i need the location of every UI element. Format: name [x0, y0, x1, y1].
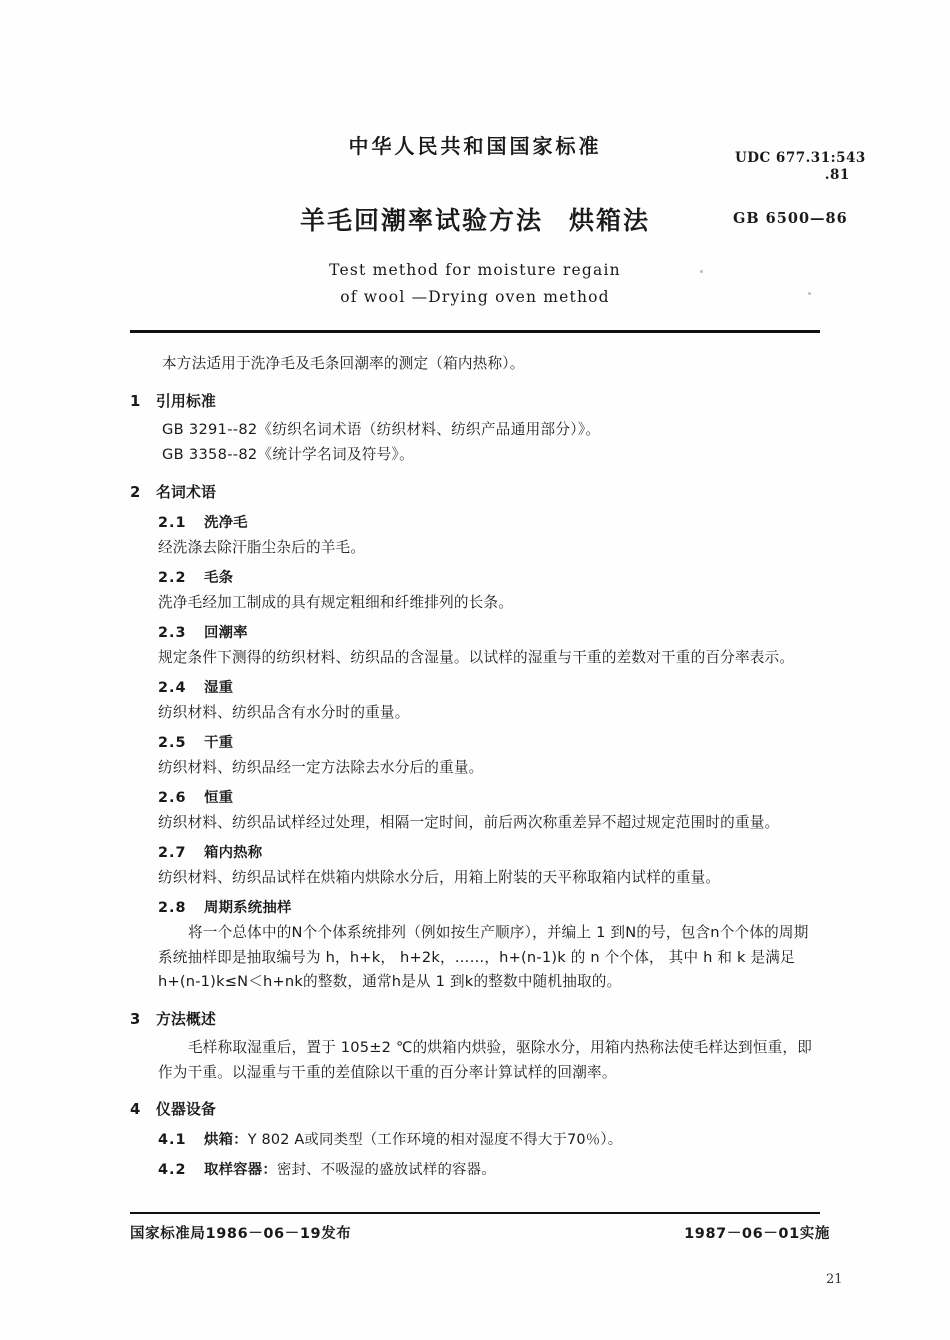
standard-number: GB 6500—86: [733, 210, 848, 227]
subsection-heading-2-7: [130, 842, 830, 865]
scan-speck: [700, 270, 703, 273]
subsection-text-2-3: 规定条件下测得的纺织材料、纺织品的含湿量。以试样的湿重与干重的差数对干重的百分率表示。: [158, 649, 795, 667]
subsection-heading-2-1: [130, 512, 830, 535]
section-heading-4: [130, 1098, 830, 1122]
subsection-number-2-7: 2.7: [158, 844, 187, 861]
subsection-title-2-7: 箱内热称: [204, 844, 263, 861]
subsection-heading-4-1: [130, 1129, 830, 1152]
subsection-number-4-1: 4.1: [158, 1132, 187, 1149]
document-footer: [130, 1222, 830, 1243]
subsection-number-2-1: 2.1: [158, 514, 187, 531]
subsection-number-4-2: 4.2: [158, 1162, 187, 1179]
subsection-heading-2-6: [130, 787, 830, 810]
document-body: [130, 352, 830, 1184]
subsection-heading-2-2: [130, 567, 830, 590]
subsection-number-2-6: 2.6: [158, 789, 187, 806]
header-divider: [130, 330, 820, 333]
subsection-heading-2-8: [130, 897, 830, 920]
page-number: 21: [826, 1272, 843, 1287]
section-number-4: 4: [130, 1101, 141, 1119]
udc-code-line2: .81: [824, 167, 850, 183]
subsection-heading-2-3: [130, 622, 830, 645]
section-number-1: 1: [130, 392, 141, 410]
subsection-text-2-6: 纺织材料、纺织品试样经过处理，相隔一定时间，前后两次称重差异不超过规定范围时的重量。: [158, 814, 780, 832]
subsection-number-2-3: 2.3: [158, 624, 187, 641]
page-title-main: 羊毛回潮率试验方法: [299, 206, 543, 235]
footer-issue-date: 国家标准局1986－06－19发布: [130, 1226, 352, 1242]
english-title: [0, 257, 950, 311]
subsection-title-2-8: 周期系统抽样: [204, 899, 292, 916]
reference-standard-1: GB 3291--82《纺织名词术语（纺织材料、纺织产品通用部分）》。: [162, 420, 601, 438]
section-title-1: 引用标准: [156, 392, 216, 410]
section-number-2: 2: [130, 483, 141, 501]
section-number-3: 3: [130, 1010, 141, 1028]
subsection-title-2-3: 回潮率: [204, 624, 248, 641]
subsection-text-4-2: 密封、不吸湿的盛放试样的容器。: [276, 1162, 496, 1179]
sampling-text-line1: 将一个总体中的N个个体系统排列（例如按生产顺序），并编上 1 到N的号，包含n个个体的周期: [188, 923, 809, 941]
subsection-heading-4-2: [130, 1159, 830, 1182]
subsection-text-2-7: 纺织材料、纺织品试样在烘箱内烘除水分后，用箱上附装的天平称取箱内试样的重量。: [158, 869, 721, 886]
section-heading-1: [130, 390, 830, 414]
udc-code-line1: UDC 677.31:543: [735, 150, 866, 166]
subsection-title-4-2: 取样容器：: [204, 1162, 277, 1179]
overview-line1: 毛样称取湿重后，置于 105±2 ℃的烘箱内烘验，驱除水分，用箱内热称法使毛样达到恒重，即: [188, 1038, 813, 1056]
udc-code: [735, 150, 866, 183]
subsection-text-2-4: 纺织材料、纺织品含有水分时的重量。: [158, 704, 410, 722]
sampling-text-line3: h+(n-1)k≤N＜h+nk的整数，通常h是从 1 到k的整数中随机抽取的。: [158, 973, 622, 991]
subsection-title-2-1: 洗净毛: [204, 514, 248, 531]
subsection-text-2-1: 经洗涤去除汗脂尘杂后的羊毛。: [158, 539, 366, 557]
section-title-4: 仪器设备: [156, 1101, 216, 1119]
national-standard-label: 中华人民共和国国家标准: [348, 134, 602, 158]
subsection-heading-2-5: [130, 732, 830, 755]
subsection-heading-2-4: [130, 677, 830, 700]
scope-paragraph: 本方法适用于洗净毛及毛条回潮率的测定（箱内热称）。: [162, 355, 525, 372]
subsection-title-2-4: 湿重: [204, 679, 234, 696]
footer-divider: [130, 1212, 820, 1214]
subsection-text-2-5: 纺织材料、纺织品经一定方法除去水分后的重量。: [158, 759, 484, 777]
subsection-title-2-5: 干重: [204, 734, 234, 751]
scan-speck: [808, 292, 811, 295]
subsection-number-2-2: 2.2: [158, 569, 187, 586]
subsection-title-4-1: 烘箱：: [204, 1132, 248, 1149]
subsection-text-2-2: 洗净毛经加工制成的具有规定粗细和纤维排列的长条。: [158, 594, 514, 612]
section-heading-3: [130, 1008, 830, 1032]
subsection-title-2-2: 毛条: [204, 569, 234, 586]
section-title-2: 名词术语: [156, 483, 216, 501]
subsection-number-2-5: 2.5: [158, 734, 187, 751]
english-title-line2: of wool —Drying oven method: [340, 288, 610, 307]
section-title-3: 方法概述: [156, 1010, 216, 1028]
english-title-line1: Test method for moisture regain: [329, 261, 621, 279]
subsection-title-2-6: 恒重: [204, 789, 234, 806]
subsection-number-2-4: 2.4: [158, 679, 187, 696]
reference-standard-2: GB 3358--82《统计学名词及符号》。: [162, 446, 415, 464]
subsection-text-4-1: Y 802 A或同类型（工作环境的相对湿度不得大于70％）。: [247, 1132, 623, 1149]
overview-line2: 作为干重。以湿重与干重的差值除以干重的百分率计算试样的回潮率。: [158, 1063, 617, 1081]
section-heading-2: [130, 481, 830, 505]
subsection-number-2-8: 2.8: [158, 899, 187, 916]
footer-effective-date: 1987－06－01实施: [684, 1226, 830, 1242]
page-title-method: 烘箱法: [569, 206, 651, 235]
sampling-text-line2: 系统抽样即是抽取编号为 h，h+k， h+2k，……，h+(n-1)k 的 n 个个体， 其中 h 和 k 是满足: [158, 948, 795, 966]
